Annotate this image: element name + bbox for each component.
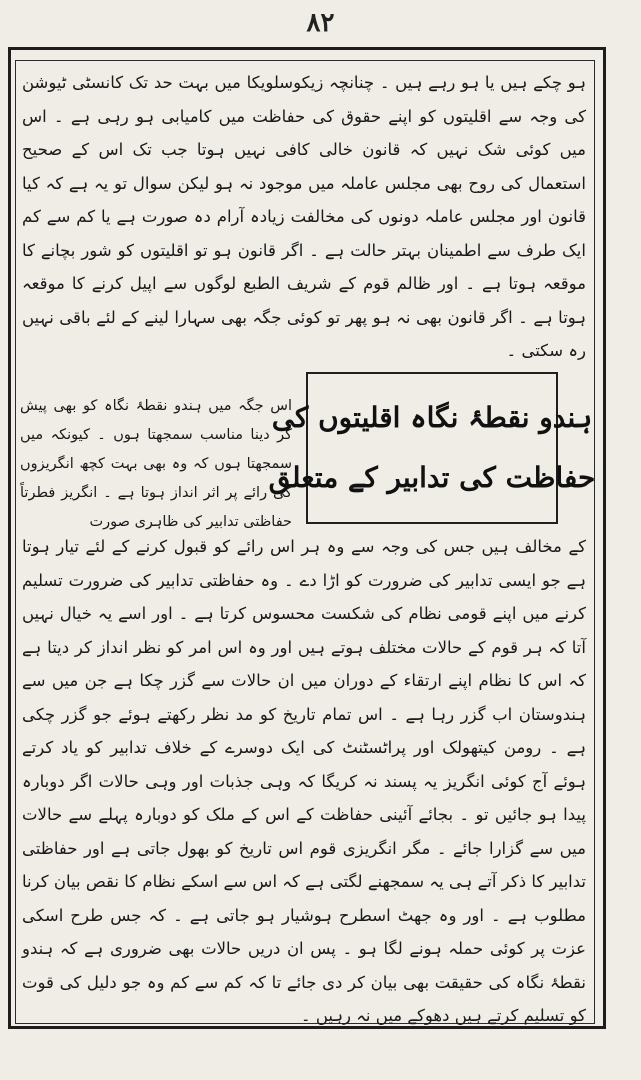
paragraph-top-text: ہو چکے ہیں یا ہو رہے ہیں ۔ چنانچہ زیکوسلویکا میں بہت حد تک کانسٹی ٹیوشن کی وجہ سے اقلیتوں کو اپنے حقوق کی حفاظت میں کامیابی ہو رہی ہے ۔ اس میں کوئی شک نہیں کہ قانون خالی کافی نہیں ہوتا جب تک اس کے صحیح استعمال کی روح بھی مجلس عاملہ میں موجود نہ ہو لیکن سوال تو یہ ہے کہ کیا قانون اور مجلس عاملہ دونوں کی مخالفت زیادہ آرام دہ صورت ہے یا کم سے کم ایک طرف سے اطمینان بہتر حالت ہے ۔ اگر قانون ہو تو اقلیتوں کو شور بچانے کا موقعہ ہوتا ہے ۔ اور ظالم قوم کے شریف الطبع لوگوں سے اپیل کرنے کا موقعہ ہوتا ہے ۔ اگر قانون بھی نہ ہو پھر تو کوئی جگہ بھی سہارا لینے کے لئے باقی نہیں رہ سکتی ۔ bbox=[22, 73, 586, 360]
section-heading-line-2: حفاظت کی تدابیر کے متعلق bbox=[268, 461, 596, 494]
page-number: ۸۲ bbox=[306, 8, 335, 38]
paragraph-side bbox=[20, 392, 292, 537]
paragraph-top bbox=[22, 66, 586, 368]
section-heading-box bbox=[268, 372, 596, 524]
section-heading-line-1: ہندو نقطۂ نگاہ اقلیتوں کی bbox=[271, 401, 593, 434]
paragraph-bottom-text: کے مخالف ہیں جس کی وجہ سے وہ ہر اس رائے کو قبول کرنے کے لئے تیار ہوتا ہے جو ایسی تدابیر کی ضرورت کو اڑا دے ۔ وہ حفاظتی تدابیر کی ضرورت تسلیم کرنے میں اپنے قومی نظام کی شکست محسوس کرتا ہے ۔ اور اسے یہ خیال نہیں آتا کہ ہر قوم کے حالات مختلف ہوتے ہیں اور وہ اس امر کو نظر انداز کر دیتا ہے کہ اس کا نظام اپنے ارتقاء کے دوران میں ان حالات سے گزر چکا ہے جن میں سے ہندوستان اب گزر رہا ہے ۔ اس تمام تاریخ کو مد نظر رکھتے ہوئے جو گزر چکی ہے ۔ رومن کیتھولک اور پراٹسٹنٹ کی ایک دوسرے کے خلاف تدابیر کو یاد کرتے ہوئے آج کوئی انگریز یہ پسند نہ کریگا کہ وہی جذبات اور وہی حالات اگر دوبارہ پیدا ہو جائیں تو ۔ بجائے آئینی حفاظت کے اس کے ملک کو دوبارہ پہلے سے حالات میں سے گزارا جائے ۔ مگر انگریزی قوم اس تاریخ کو بھول جاتی ہے اور حفاظتی تدابیر کا ذکر آتے ہی یہ سمجھنے لگتی ہے کہ اس سے اسکے نظام کا نقص بیان کرنا مطلوب ہے ۔ اور وہ جھٹ اسطرح ہوشیار ہو جاتی ہے ۔ کہ جس طرح اسکی عزت پر کوئی حملہ ہونے لگا ہو ۔ پس ان دریں حالات بھی ضروری ہے کہ ہندو نقطۂ نگاہ کی حقیقت بھی بیان کر دی جائے تا کہ کم سے کم وہ جو دلیل کی قوت کو تسلیم کرتے ہیں دھوکے میں نہ رہیں ۔ bbox=[22, 537, 586, 1025]
paragraph-bottom bbox=[22, 530, 586, 1033]
paragraph-side-text: اس جگہ میں ہندو نقطۂ نگاہ کو بھی پیش کر دینا مناسب سمجھتا ہوں ۔ کیونکہ میں سمجھتا ہوں کہ وہ بھی بہت کچھ انگریزوں کی رائے پر اثر انداز ہوتا ہے ۔ انگریز فطرتاً حفاظتی تدابیر کی ظاہری صورت bbox=[20, 398, 292, 530]
